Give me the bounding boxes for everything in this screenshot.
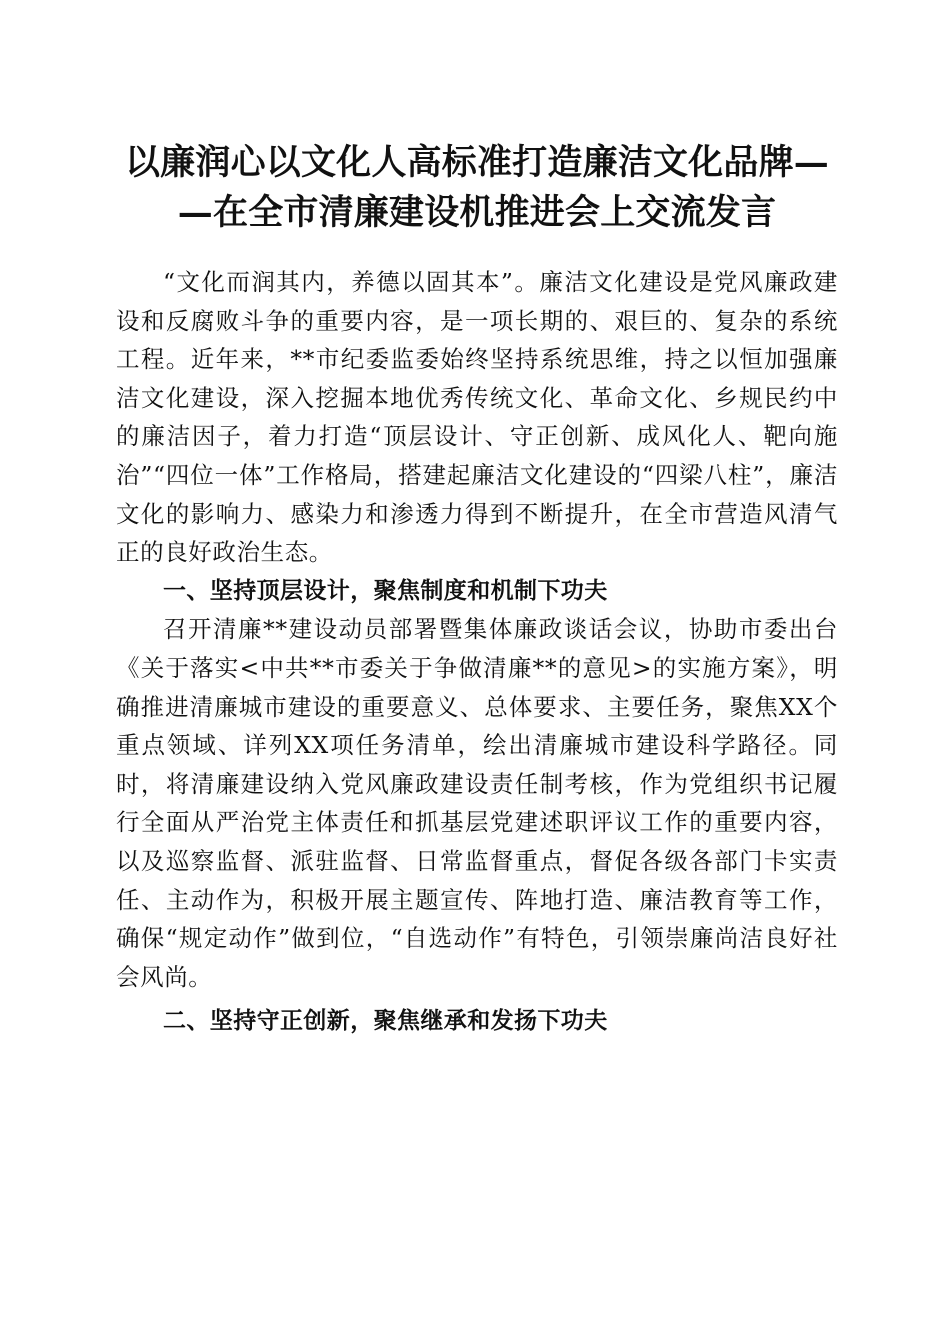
- document-body: [116, 263, 838, 1041]
- document-title: [112, 138, 842, 238]
- title-line-1: 以廉润心以文化人高标准打造廉洁文化品牌—: [124, 142, 829, 183]
- section-1-paragraph: 召开清廉**建设动员部署暨集体廉政谈话会议，协助市委出台《关于落实<中共**市委关于争做清廉**的意见>的实施方案》，明确推进清廉城市建设的重要意义、总体要求、主要任务，聚焦XX个重点领域、详列XX项任务清单，绘出清廉城市建设科学路径。同时，将清廉建设纳入党风廉政建设责任制考核，作为党组织书记履行全面从严治党主体责任和抓基层党建述职评议工作的重要内容，以及巡察监督、派驻监督、日常监督重点，督促各级各部门卡实责任、主动作为，积极开展主题宣传、阵地打造、廉洁教育等工作，确保“规定动作”做到位，“自选动作”有特色，引领崇廉尚洁良好社会风尚。: [116, 615, 838, 991]
- title-line-2: —在全市清廉建设机推进会上交流发言: [177, 192, 777, 233]
- section-2-heading: 二、坚持守正创新，聚焦继承和发扬下功夫: [163, 1008, 608, 1035]
- section-1-heading: 一、坚持顶层设计，聚焦制度和机制下功夫: [163, 577, 608, 604]
- intro-paragraph: “文化而润其内，养德以固其本”。廉洁文化建设是党风廉政建设和反腐败斗争的重要内容，是一项长期的、艰巨的、复杂的系统工程。近年来，**市纪委监委始终坚持系统思维，持之以恒加强廉洁文化建设，深入挖掘本地优秀传统文化、革命文化、乡规民约中的廉洁因子，着力打造“顶层设计、守正创新、成风化人、靶向施治”“四位一体”工作格局，搭建起廉洁文化建设的“四梁八柱”，廉洁文化的影响力、感染力和渗透力得到不断提升，在全市营造风清气正的良好政治生态。: [116, 268, 838, 567]
